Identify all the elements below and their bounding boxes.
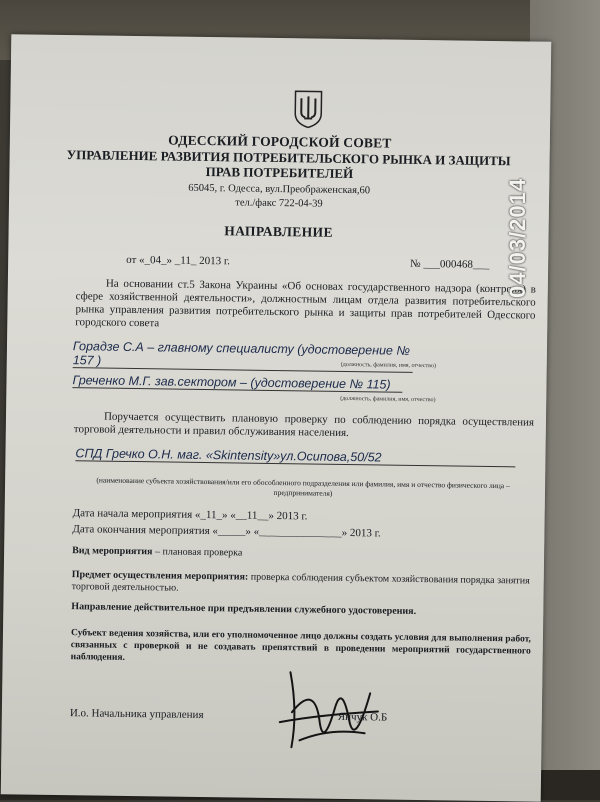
photo-date-stamp: 04/03/2014	[505, 177, 530, 298]
intro-paragraph: На основании ст.5 Закона Украины «Об основах государственного надзора (контроля) в сфере хозяйственной деятельности», должностным лицам отдела развития потребительского рынка управления развития потребительского рынка и защиты прав потребителей Одесского городского совета	[75, 277, 536, 330]
start-date: Дата начала мероприятия «_11_» «__11__» 2013 г.	[72, 507, 308, 523]
duty-note: Субъект ведения хозяйства, или его уполномоченное лицо должны создать условия для выполнения работ, связанных с проверкой и не создавать препятствий в проведении мероприятий государственного наблюдения.	[70, 628, 532, 663]
inspector-2-caption: (должность, фамилия, имя, отчество)	[340, 395, 436, 404]
inspection-subject-label: Предмет осуществления мероприятия:	[71, 569, 249, 583]
task-paragraph: Поручается осуществить плановую проверку по соблюдению порядка осуществления торговой деятельности и правил обслуживания населения.	[73, 410, 535, 440]
inspection-kind	[72, 545, 242, 558]
phone: тел./факс 722-04-39	[235, 197, 323, 210]
document-sheet	[1, 34, 552, 801]
department-name-line1: УПРАВЛЕНИЕ РАЗВИТИЯ ПОТРЕБИТЕЛЬСКОГО РЫНКА И ЗАЩИТЫ	[66, 147, 511, 169]
signer-name: Янчук О.Б	[337, 710, 388, 724]
inspected-business-caption: (наименование субъекта хозяйствования/или его обособленного подразделения или фамилия, имя и отчество физического лица – предпринимателя)	[96, 475, 510, 498]
inspection-kind-label: Вид мероприятия	[72, 545, 153, 558]
address: 65045, г. Одесса, вул.Преображенская,60	[188, 182, 371, 197]
council-name: ОДЕССКИЙ ГОРОДСКОЙ СОВЕТ	[168, 132, 392, 151]
document-title: НАПРАВЛЕНИЕ	[224, 223, 334, 240]
inspector-1: Горадзе С.А – главному специалисту (удостоверение № 157 )	[73, 339, 413, 373]
inspection-subject-value: проверка соблюдения субъектом хозяйствования порядка занятия торговой деятельностью.	[71, 571, 530, 594]
inspection-subject	[72, 569, 532, 599]
signer-title: И.о. Начальника управления	[69, 707, 204, 722]
inspector-1-caption: (должность, фамилия, имя, отчество)	[340, 361, 437, 370]
handwritten-signature	[259, 652, 391, 764]
end-date: Дата окончания мероприятия «_____» «_______________» 2013 г.	[72, 523, 381, 540]
document-number: № ___000468___	[410, 257, 490, 271]
trident-crest-icon	[292, 88, 325, 128]
department-name-line2: ПРАВ ПОТРЕБИТЕЛЕЙ	[205, 163, 354, 182]
inspected-business: СПД Гречко О.Н. маг. «Skintensity»ул.Осипова,50/52	[75, 446, 515, 467]
document-date: от «_04_» _11_ 2013 г.	[126, 253, 231, 268]
inspection-kind-value: – плановая проверка	[152, 546, 243, 559]
validity-note: Направление действительное при предъявлении служебного удостоверения.	[71, 601, 417, 617]
inspector-2: Греченко М.Г. зав.сектором – (удостоверение № 115)	[72, 373, 402, 393]
